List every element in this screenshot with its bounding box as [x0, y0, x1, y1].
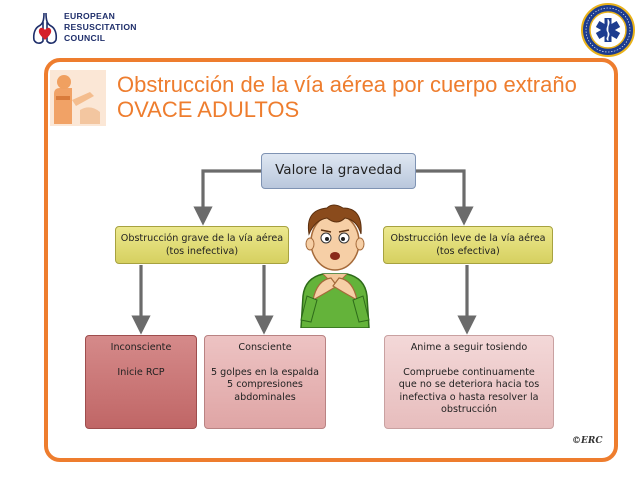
encourage-action-4: obstrucción [441, 404, 497, 415]
conscious-action-1: 5 golpes en la espalda [211, 366, 319, 378]
choking-illustration-icon [50, 70, 106, 126]
erc-logo [30, 8, 142, 48]
sescam-seal-icon [580, 2, 636, 58]
severe-obstruction-line-1: Obstrucción grave de la vía aérea [120, 233, 284, 244]
erc-line-2: RESUSCITATION [64, 22, 137, 32]
encourage-action-1: Compruebe continuamente [403, 366, 535, 378]
conscious-action-2: 5 compresiones [227, 379, 303, 390]
mild-obstruction-line-1: Obstrucción leve de la vía aérea [390, 233, 546, 244]
unconscious-title: Inconsciente [110, 342, 172, 353]
conscious-action-3: abdominales [234, 391, 296, 403]
mild-obstruction-line-2: (tos efectiva) [436, 246, 500, 257]
arrow-to-mild [416, 171, 464, 216]
slide-title: Obstrucción de la vía aérea por cuerpo extraño OVACE ADULTOS [117, 72, 577, 122]
severe-obstruction-node [115, 226, 289, 264]
encourage-cough-node [384, 335, 554, 429]
conscious-node [204, 335, 326, 429]
mild-obstruction-node [383, 226, 553, 264]
encourage-action-2: que no se deteriora hacia tos [398, 379, 540, 390]
erc-credit: ©ERC [572, 436, 603, 446]
erc-line-3: COUNCIL [64, 33, 106, 43]
conscious-title: Consciente [238, 342, 292, 353]
severe-obstruction-line-2: (tos inefectiva) [165, 246, 239, 257]
encourage-title: Anime a seguir tosiendo [410, 342, 528, 353]
assess-severity-node: Valore la gravedad [261, 153, 416, 189]
encourage-action-3: inefectiva o hasta resolver la [399, 391, 539, 403]
erc-lungs-heart-icon [30, 10, 60, 46]
arrow-to-severe [203, 171, 261, 216]
unconscious-action: Inicie RCP [117, 366, 165, 378]
unconscious-node [85, 335, 197, 429]
choking-person-icon [287, 200, 383, 328]
erc-line-1: EUROPEAN [64, 11, 116, 21]
erc-logo-text [64, 11, 137, 44]
